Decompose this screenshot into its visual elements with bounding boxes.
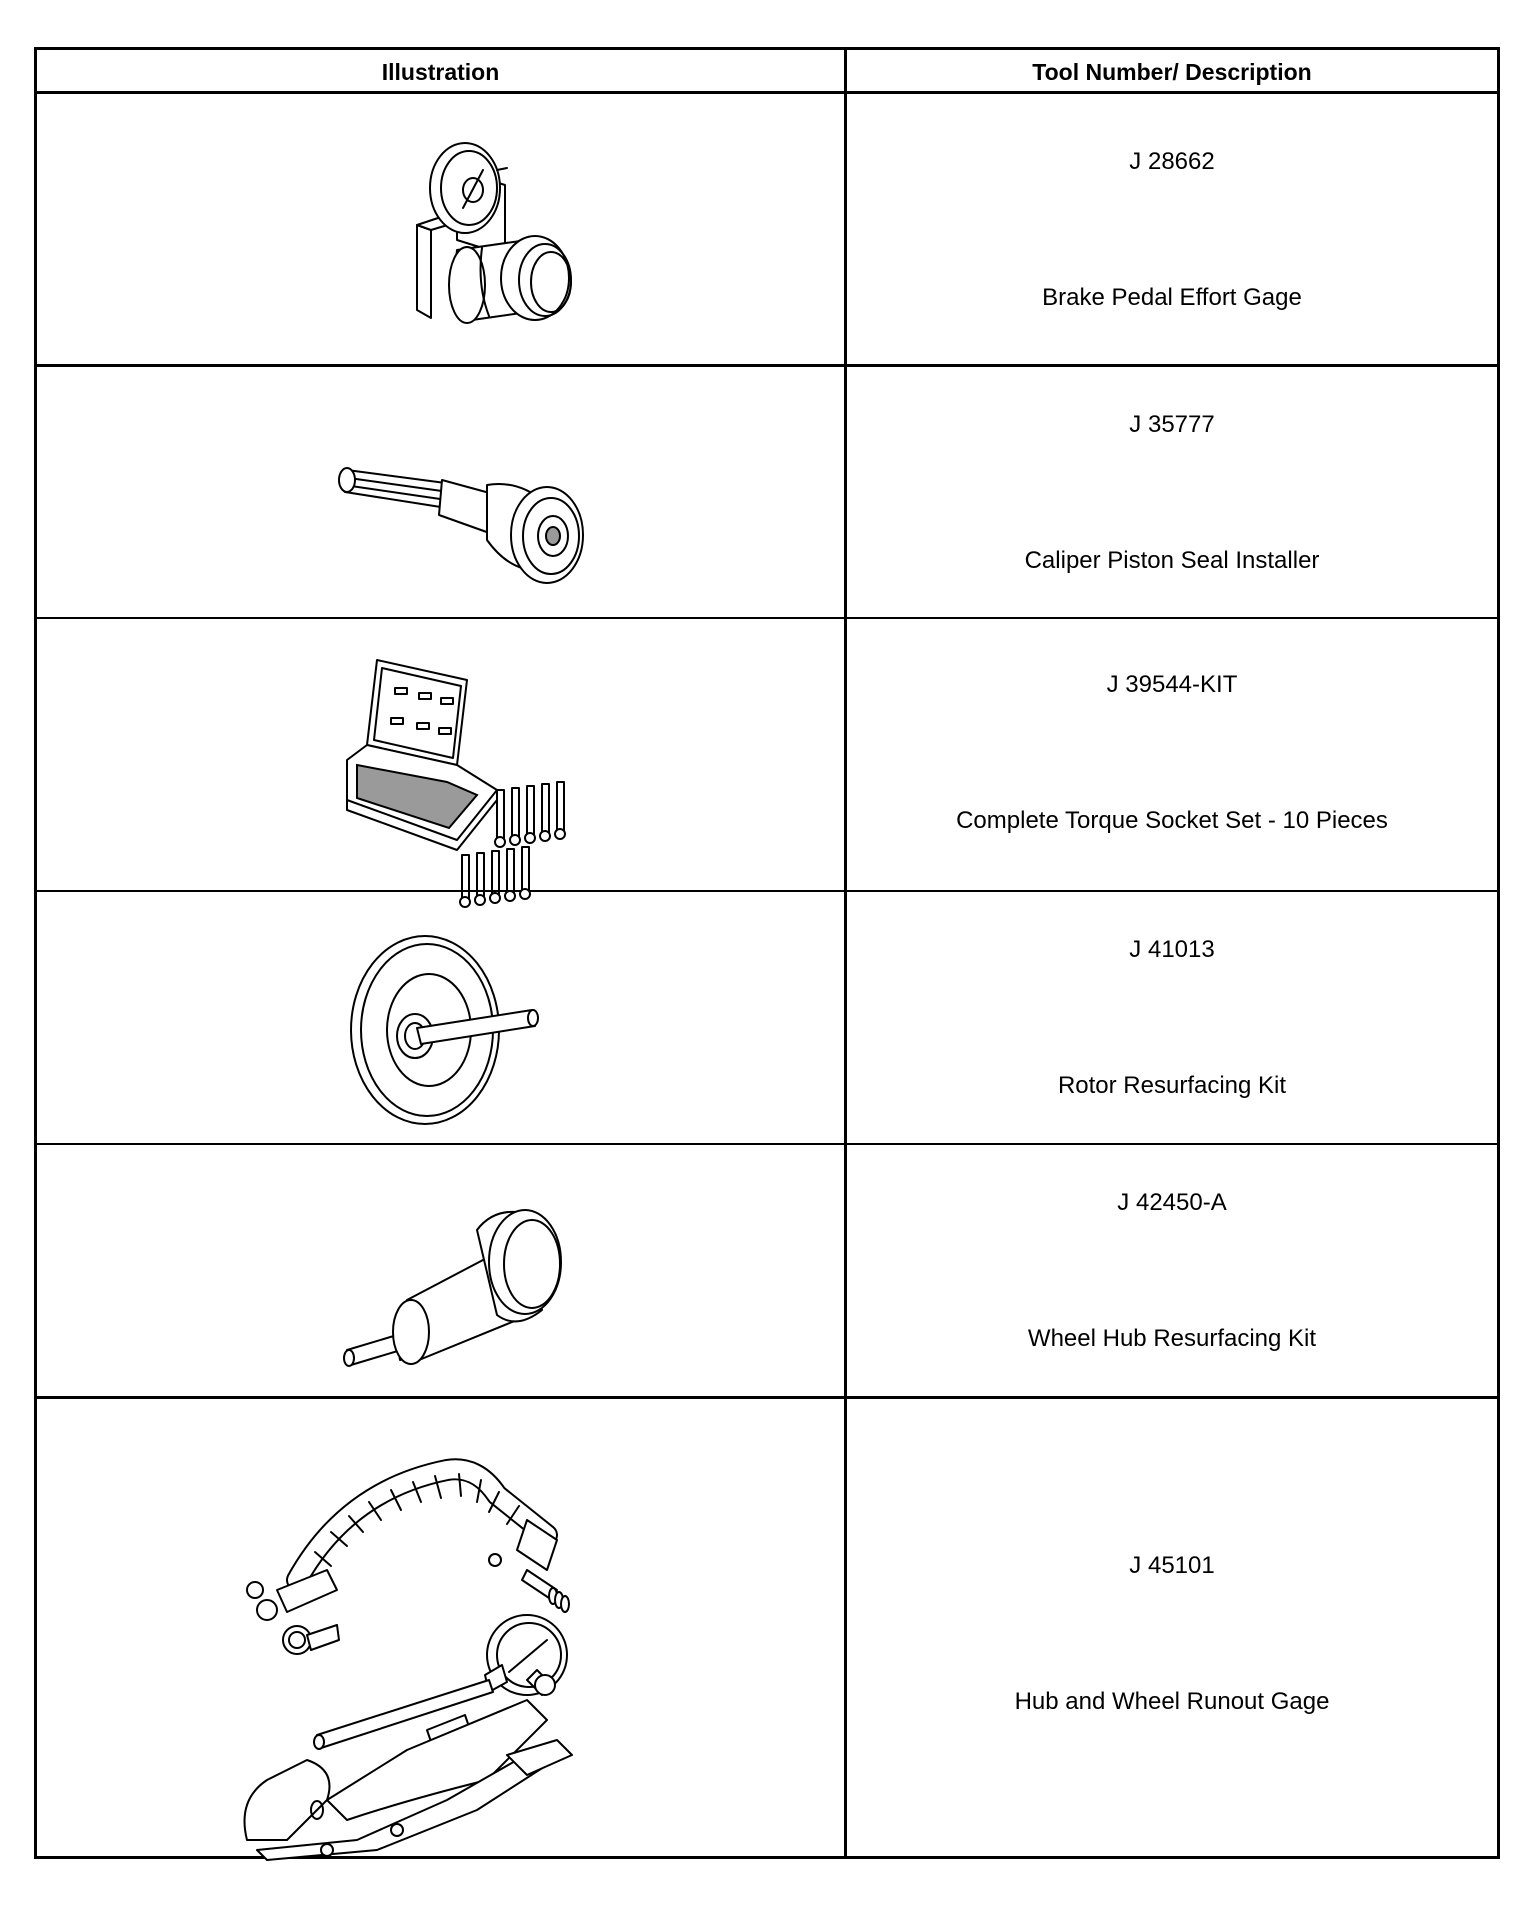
header-illustration: Illustration <box>381 58 500 85</box>
rotor-resurfacing-kit-illustration <box>347 930 577 1130</box>
hub-wheel-runout-gage-illustration <box>227 1440 697 1880</box>
tool-number: J 28662 <box>1129 148 1215 175</box>
header-divider <box>37 91 1497 94</box>
tool-description: Hub and Wheel Runout Gage <box>1014 1688 1330 1715</box>
row-divider <box>37 364 1497 367</box>
tool-description: Caliper Piston Seal Installer <box>1024 547 1320 574</box>
tool-description: Rotor Resurfacing Kit <box>1057 1072 1287 1099</box>
brake-pedal-effort-gage-illustration <box>357 130 577 330</box>
tool-number: J 45101 <box>1129 1552 1215 1579</box>
tool-number: J 41013 <box>1129 936 1215 963</box>
row-divider <box>37 890 1497 892</box>
tool-description: Complete Torque Socket Set - 10 Pieces <box>956 807 1388 834</box>
caliper-piston-seal-installer-illustration <box>327 440 597 590</box>
row-divider <box>37 1396 1497 1399</box>
wheel-hub-resurfacing-kit-illustration <box>337 1190 587 1380</box>
tool-table <box>34 47 1500 1859</box>
row-divider <box>37 617 1497 619</box>
tool-number: J 39544-KIT <box>1106 671 1238 698</box>
tool-description: Brake Pedal Effort Gage <box>1042 284 1302 311</box>
row-divider <box>37 1143 1497 1145</box>
tool-description: Wheel Hub Resurfacing Kit <box>1027 1325 1317 1352</box>
tool-number: J 42450-A <box>1117 1189 1227 1216</box>
header-tool-number: Tool Number/ Description <box>1032 58 1312 85</box>
torque-socket-set-illustration <box>327 650 597 920</box>
tool-number: J 35777 <box>1129 411 1215 438</box>
